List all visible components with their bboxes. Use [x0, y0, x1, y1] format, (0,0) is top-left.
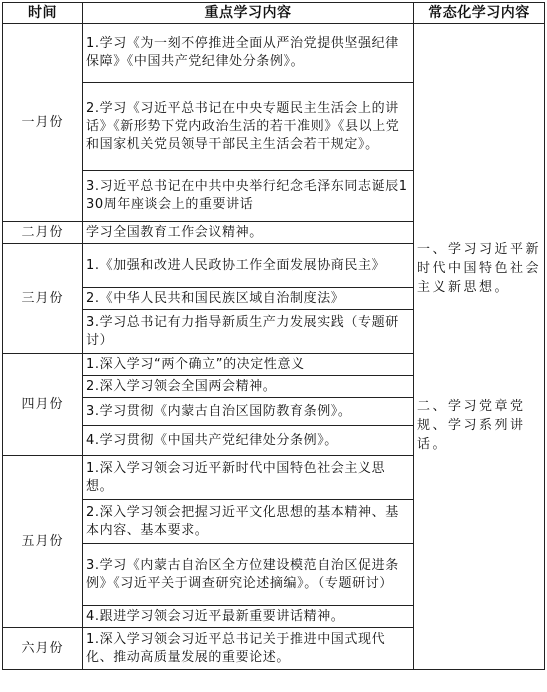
table-header-row — [3, 3, 545, 24]
study-item: 2.深入学习领会把握习近平文化思想的基本精神、基本内容、基本要求。 — [83, 500, 414, 544]
month-february: 二月份 — [3, 222, 83, 244]
study-item: 2.深入学习领会全国两会精神。 — [83, 376, 414, 398]
routine-gap — [417, 297, 541, 397]
study-item: 3.学习总书记有力指导新质生产力发展实践（专题研讨） — [83, 310, 414, 354]
month-april: 四月份 — [3, 354, 83, 456]
study-item: 3.学习贯彻《内蒙古自治区国防教育条例》。 — [83, 398, 414, 426]
study-item: 2.学习《习近平总书记在中央专题民主生活会上的讲话》《新形势下党内政治生活的若干准则》《县以上党和国家机关党员领导干部民主生活会若干规定》。 — [83, 83, 414, 171]
study-item: 学习全国教育工作会议精神。 — [83, 222, 414, 244]
header-key-content: 重点学习内容 — [83, 3, 414, 24]
study-plan-table — [2, 2, 545, 670]
study-item: 3.学习《内蒙古自治区全方位建设模范自治区促进条例》《习近平关于调查研究论述摘编》。（专题研讨） — [83, 544, 414, 606]
study-item: 1.深入学习“两个确立”的决定性意义 — [83, 354, 414, 376]
study-item: 1.深入学习领会习近平新时代中国特色社会主义思想。 — [83, 456, 414, 500]
study-item: 3.习近平总书记在中共中央举行纪念毛泽东同志诞辰130周年座谈会上的重要讲话 — [83, 171, 414, 222]
routine-content-cell — [414, 24, 545, 670]
study-item: 1.《加强和改进人民政协工作全面发展协商民主》 — [83, 244, 414, 288]
study-item: 1.学习《为一刻不停推进全面从严治党提供坚强纪律保障》《中国共产党纪律处分条例》。 — [83, 24, 414, 83]
month-june: 六月份 — [3, 628, 83, 670]
month-may: 五月份 — [3, 456, 83, 628]
header-routine-content: 常态化学习内容 — [414, 3, 545, 24]
month-january: 一月份 — [3, 24, 83, 222]
study-item: 4.跟进学习领会习近平最新重要讲话精神。 — [83, 606, 414, 628]
routine-item: 一、学习习近平新时代中国特色社会主义新思想。 — [417, 241, 542, 295]
month-march: 三月份 — [3, 244, 83, 354]
study-item: 1.深入学习领会习近平总书记关于推进中国式现代化、推动高质量发展的重要论述。 — [83, 628, 414, 670]
study-item: 4.学习贯彻《中国共产党纪律处分条例》。 — [83, 426, 414, 456]
study-item: 2.《中华人民共和国民族区域自治制度法》 — [83, 288, 414, 310]
routine-item: 二、学习党章党规、学习系列讲话。 — [417, 398, 526, 452]
header-month: 时间 — [3, 3, 83, 24]
table-row — [3, 24, 545, 83]
